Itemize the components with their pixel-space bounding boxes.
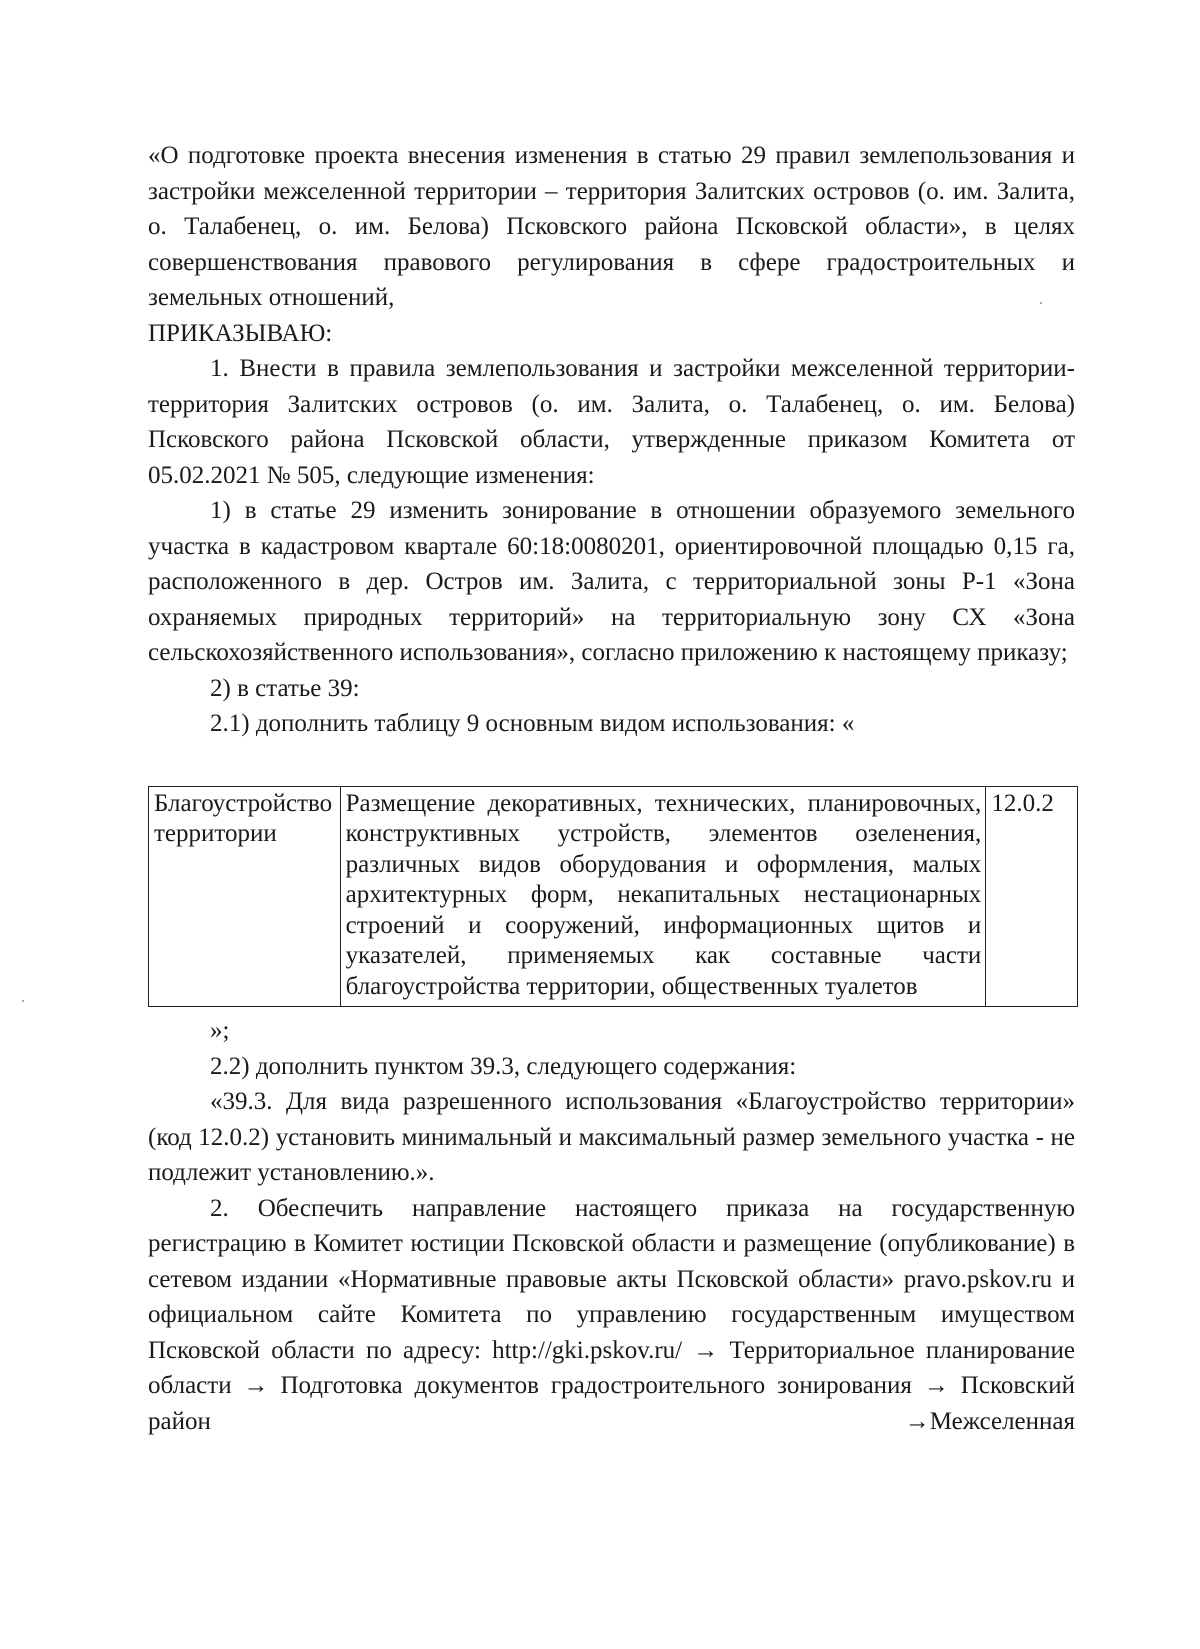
item-1-paragraph: 1. Внести в правила землепользования и застройки межселенной территории-территория Залитских островов (о. им. Залита, о. Талабенец, о. им. Белова) Псковского района Псковской области, утвержденные приказом Комитета от 05.02.2021 № 505, следующие изменения: xyxy=(148,355,1075,489)
item-1-1-paragraph: 1) в статье 29 изменить зонирование в отношении образуемого земельного участка в кадастровом квартале 60:18:0080201, ориентировочной площадью 0,15 га, расположенного в дер. Остров им. Залита, с территориальной зоны Р-1 «Зона охраняемых природных территорий» на территориальную зону СХ «Зона сельскохозяйственного использования», согласно приложению к настоящему приказу; xyxy=(148,497,1075,666)
table-close-quote: »; xyxy=(210,1017,230,1044)
use-code-cell: 12.0.2 xyxy=(986,786,1078,1007)
item-2-paragraph: 2. Обеспечить направление настоящего приказа на государственную регистрацию в Комитет юстиции Псковской области и размещение (опубликование) в сетевом издании «Нормативные правовые акты Псковской области» pravo.pskov.ru и официальном сайте Комитета по управлению государственным имуществом Псковской области по адресу: http://gki.pskov.ru/ → Территориальное планирование области → Подготовка документов градостроительного зонирования → Псковский район →Межселенная xyxy=(148,1194,1075,1435)
table-row xyxy=(149,786,1078,1007)
land-use-table xyxy=(148,786,1078,1008)
use-description-cell: Размещение декоративных, технических, планировочных, конструктивных устройств, элементов озеленения, различных видов оборудования и оформления, малых архитектурных форм, некапитальных нестационарных строений и сооружений, информационных щитов и указателей, применяемых как составные части благоустройства территории, общественных туалетов xyxy=(340,786,986,1007)
scan-speck xyxy=(1040,302,1042,304)
item-39-3-paragraph: «39.3. Для вида разрешенного использования «Благоустройство территории» (код 12.0.2) установить минимальный и максимальный размер земельного участка - не подлежит установлению.». xyxy=(148,1088,1075,1186)
order-heading: ПРИКАЗЫВАЮ: xyxy=(148,319,333,347)
item-1-2-paragraph: 2) в статье 39: xyxy=(210,674,360,702)
scan-speck xyxy=(22,1000,24,1002)
document-body xyxy=(148,138,1075,1439)
item-1-2-2-paragraph: 2.2) дополнить пунктом 39.3, следующего содержания: xyxy=(210,1052,797,1080)
item-1-2-1-paragraph: 2.1) дополнить таблицу 9 основным видом использования: « xyxy=(210,710,855,737)
use-name-cell: Благоустройство территории xyxy=(149,786,341,1007)
intro-paragraph: «О подготовке проекта внесения изменения в статью 29 правил землепользования и застройки межселенной территории – территория Залитских островов (о. им. Залита, о. Талабенец, о. им. Белова) Псковского района Псковской области», в целях совершенствования правового регулирования в сфере градостроительных и земельных отношений, xyxy=(148,142,1075,311)
